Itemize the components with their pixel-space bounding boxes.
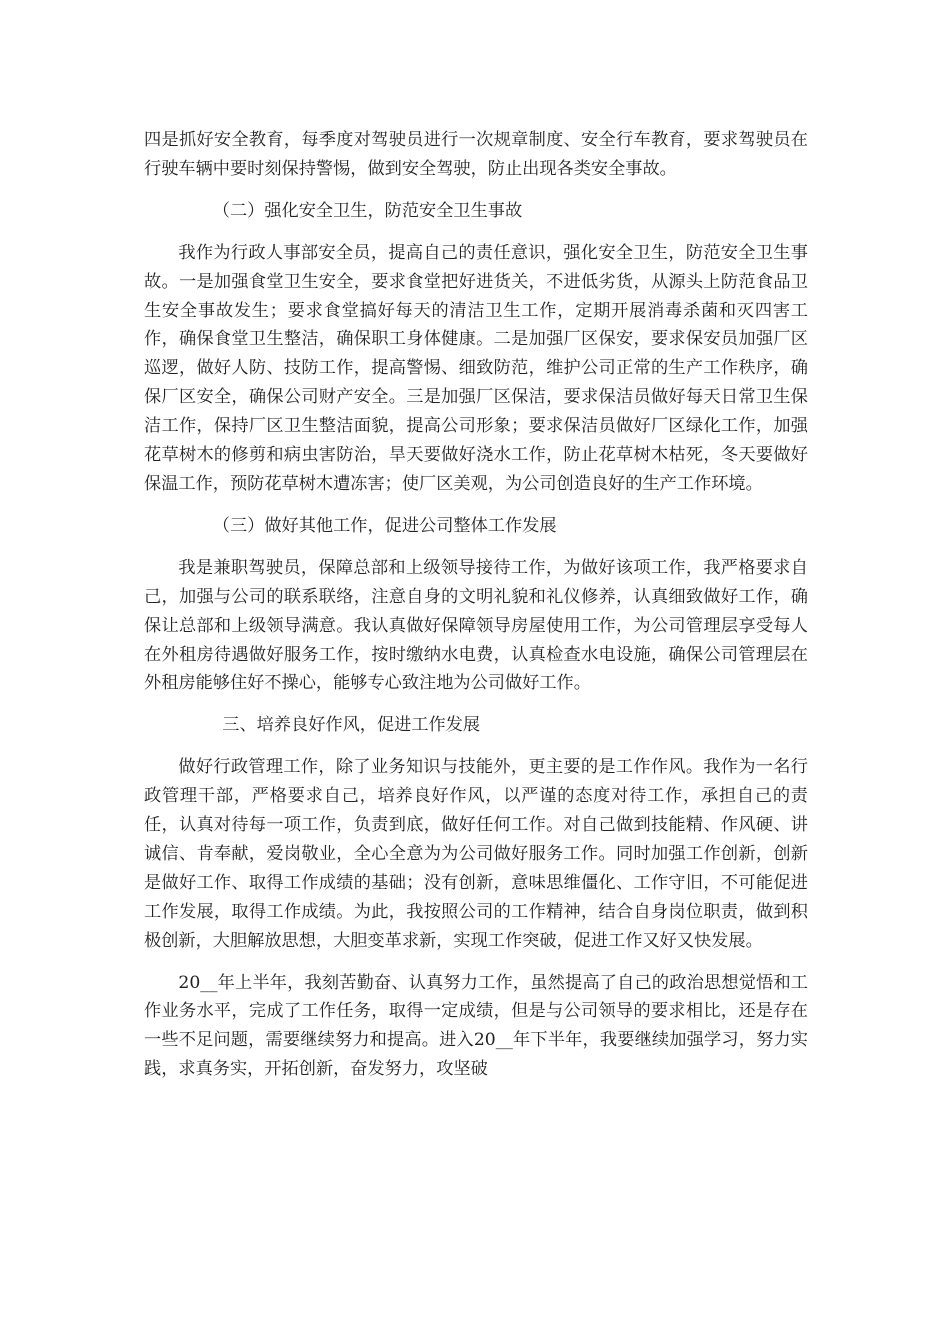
document-page	[144, 126, 808, 1097]
paragraph-half-year-summary: 20__年上半年，我刻苦勤奋、认真努力工作，虽然提高了自己的政治思想觉悟和工作业务水平，完成了工作任务，取得一定成绩，但是与公司领导的要求相比，还是存在一些不足问题，需要继续努力和提高。进入20__年下半年，我要继续加强学习，努力实践，求真务实，开拓创新，奋发努力，攻坚破	[144, 972, 808, 1080]
paragraph-safety-education: 四是抓好安全教育，每季度对驾驶员进行一次规章制度、安全行车教育，要求驾驶员在行驶车辆中要时刻保持警惕，做到安全驾驶，防止出现各类安全事故。	[144, 130, 808, 179]
section-heading-other-work: （三）做好其他工作，促进公司整体工作发展	[212, 515, 557, 536]
section-heading-work-style: 三、培养良好作风，促进工作发展	[222, 715, 481, 736]
paragraph-other-work: 我是兼职驾驶员，保障总部和上级领导接待工作，为做好该项工作，我严格要求自己，加强与公司的联系联络，注意自身的文明礼貌和礼仪修养，认真细致做好工作，确保让总部和上级领导满意。我认真做好保障领导房屋使用工作，为公司管理层享受每人在外租房待遇做好服务工作，按时缴纳水电费，认真检查水电设施，确保公司管理层在外租房能够住好不操心，能够专心致注地为公司做好工作。	[144, 557, 808, 694]
section-heading-safety-hygiene: （二）强化安全卫生，防范安全卫生事故	[212, 200, 523, 221]
paragraph-work-style: 做好行政管理工作，除了业务知识与技能外，更主要的是工作作风。我作为一名行政管理干部，严格要求自己，培养良好作风，以严谨的态度对待工作，承担自己的责任，认真对待每一项工作，负责到底，做好任何工作。对自己做到技能精、作风硬、讲诚信、肯奉献，爱岗敬业，全心全意为为公司做好服务工作。同时加强工作创新，创新是做好工作、取得工作成绩的基础；没有创新，意味思维僵化、工作守旧，不可能促进工作发展，取得工作成绩。为此，我按照公司的工作精神，结合自身岗位职责，做到积极创新，大胆解放思想，大胆变革求新，实现工作突破，促进工作又好又快发展。	[144, 757, 808, 951]
paragraph-safety-hygiene: 我作为行政人事部安全员，提高自己的责任意识，强化安全卫生，防范安全卫生事故。一是加强食堂卫生安全，要求食堂把好进货关，不进低劣货，从源头上防范食品卫生安全事故发生；要求食堂搞好每天的清洁卫生工作，定期开展消毒杀菌和灭四害工作，确保食堂卫生整洁，确保职工身体健康。二是加强厂区保安，要求保安员加强厂区巡逻，做好人防、技防工作，提高警惕、细致防范，维护公司正常的生产工作秩序，确保厂区安全，确保公司财产安全。三是加强厂区保洁，要求保洁员做好每天日常卫生保洁工作，保持厂区卫生整洁面貌，提高公司形象；要求保洁员做好厂区绿化工作，加强花草树木的修剪和病虫害防治，旱天要做好浇水工作，防止花草树木枯死，冬天要做好保温工作，预防花草树木遭冻害；使厂区美观，为公司创造良好的生产工作环境。	[144, 242, 808, 494]
